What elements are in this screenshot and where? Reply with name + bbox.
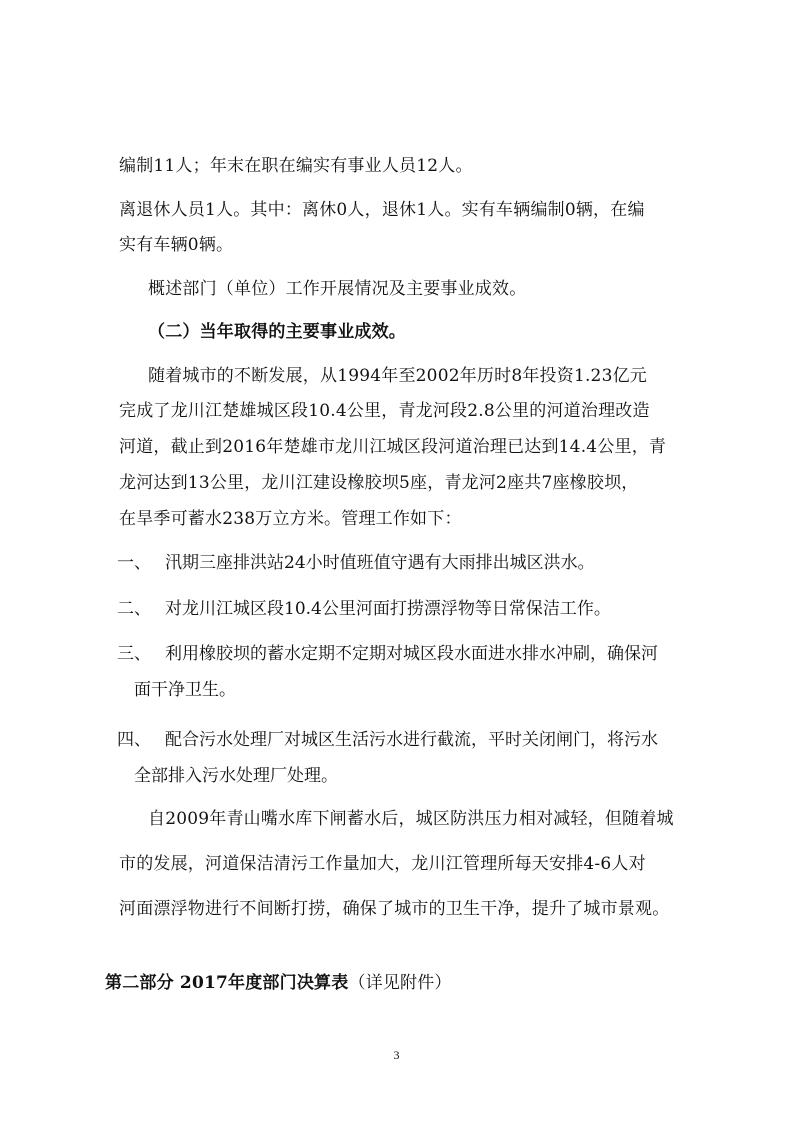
list-item-number: 四、 <box>117 730 151 750</box>
list-item-text-continued: 全部排入污水处理厂处理。 <box>134 766 338 786</box>
list-item-text-continued: 面干净卫生。 <box>134 680 236 700</box>
list-item-text: 汛期三座排洪站24小时值班值守遇有大雨排出城区洪水。 <box>165 553 595 573</box>
list-item-text: 利用橡胶坝的蓄水定期不定期对城区段水面进水排水冲刷，确保河 <box>165 644 658 664</box>
list-item <box>0 729 793 799</box>
list-item <box>0 552 793 576</box>
section-title-note: （详见附件） <box>348 973 452 993</box>
paragraph-cleaning-line3: 河面漂浮物进行不间断打捞，确保了城市的卫生干净，提升了城市景观。 <box>119 899 670 919</box>
list-item-number: 三、 <box>117 644 151 664</box>
list-item <box>0 598 793 622</box>
paragraph-retired-line2: 实有车辆0辆。 <box>119 235 234 255</box>
list-item-number: 一、 <box>117 553 151 573</box>
paragraph-history-line3: 河道，截止到2016年楚雄市龙川江城区段河道治理已达到14.4公里，青 <box>119 437 667 457</box>
paragraph-retired-line1: 离退休人员1人。其中：离休0人，退休1人。实有车辆编制0辆，在编 <box>119 200 645 220</box>
paragraph-staff: 编制11人；年末在职在编实有事业人员12人。 <box>119 156 473 176</box>
list-item <box>0 643 793 713</box>
paragraph-overview: 概述部门（单位）工作开展情况及主要事业成效。 <box>148 279 527 299</box>
section-title <box>105 972 452 994</box>
paragraph-history-line5: 在旱季可蓄水238万立方米。管理工作如下： <box>119 509 462 529</box>
paragraph-cleaning-line2: 市的发展，河道保洁清污工作量加大，龙川江管理所每天安排4-6人对 <box>119 854 646 874</box>
list-item-text: 配合污水处理厂对城区生活污水进行截流，平时关闭闸门，将污水 <box>165 730 658 750</box>
list-item-number: 二、 <box>117 599 151 619</box>
section-title-main: 第二部分 2017年度部门决算表 <box>105 973 349 993</box>
paragraph-history-line1: 随着城市的不断发展，从1994年至2002年历时8年投资1.23亿元 <box>148 366 647 386</box>
section-heading-achievements: （二）当年取得的主要事业成效。 <box>148 322 406 342</box>
paragraph-history-line4: 龙河达到13公里，龙川江建设橡胶坝5座，青龙河2座共7座橡胶坝， <box>119 473 639 493</box>
paragraph-cleaning-line1: 自2009年青山嘴水库下闸蓄水后，城区防洪压力相对减轻，但随着城 <box>148 809 674 829</box>
list-item-text: 对龙川江城区段10.4公里河面打捞漂浮物等日常保洁工作。 <box>165 599 611 619</box>
page-number: 3 <box>393 1048 400 1062</box>
paragraph-history-line2: 完成了龙川江楚雄城区段10.4公里，青龙河段2.8公里的河道治理改造 <box>119 401 650 421</box>
